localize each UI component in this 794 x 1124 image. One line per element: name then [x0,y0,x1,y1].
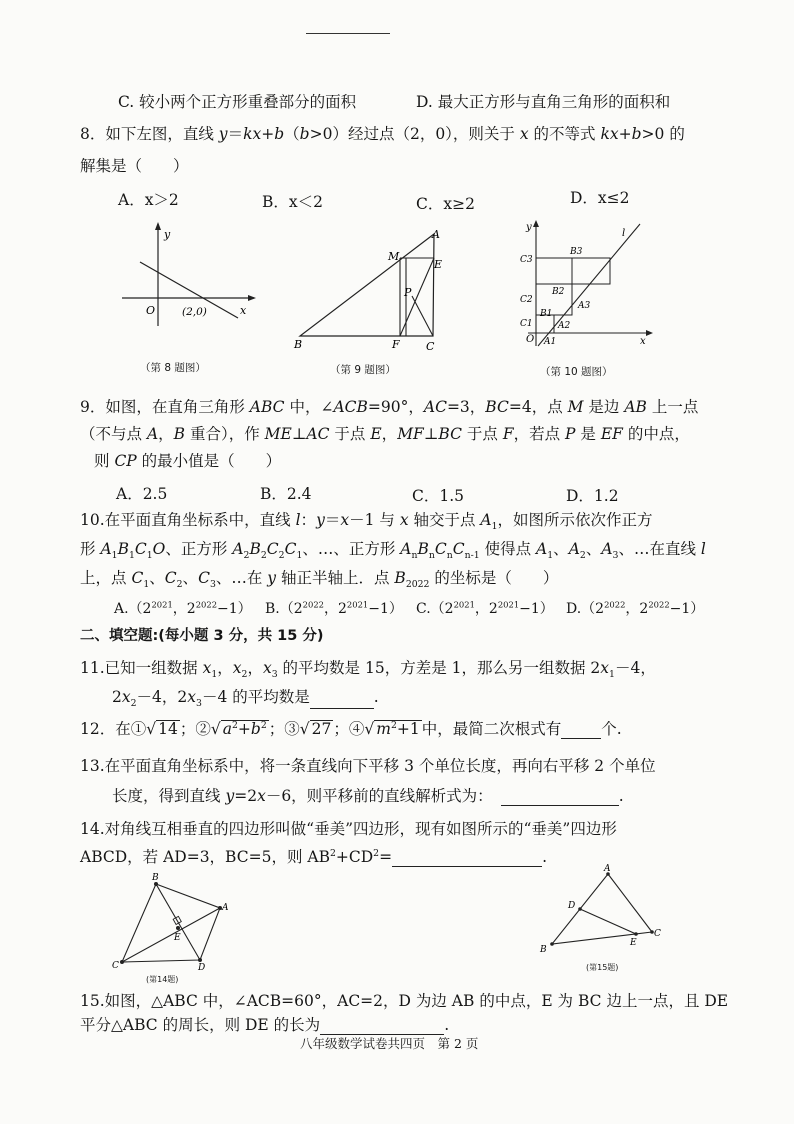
fig8-x-label: x [240,304,247,317]
fig10-label-b3: B3 [570,247,583,257]
fig15-label-d: D [568,901,576,911]
fig10-origin-label: O [526,334,535,345]
q9-option-b: B．2.4 [260,485,312,503]
fig10-label-c3: C3 [520,255,533,265]
fig14-label-e: E [174,933,181,943]
fig10-label-c1: C1 [520,319,533,329]
q13-answer-blank[interactable] [501,788,619,805]
q7-option-c: C. 较小两个正方形重叠部分的面积 [118,93,357,111]
fig15-caption: (第15题) [586,963,619,972]
q9-option-c: C．1.5 [412,487,465,505]
q12-answer-blank[interactable] [561,721,601,738]
q10-option-c: $C.(2^{2021}$，$2^{2021}-1$） [416,599,554,617]
page-footer: 八年级数学试卷共四页 第 2 页 [300,1036,479,1051]
fig10-label-c2: C2 [520,295,533,305]
q13-line-2: 长度，得到直线 y=2x－6，则平移前的直线解析式为： . [112,787,624,805]
fig9-label-b: B [294,338,303,351]
fig10-y-label: y [526,222,532,233]
q10-line-2: 形 $A_1B_1C_1O$、正方形 $A_2B_2C_2C_1$、…、正方形 $A_nB_nC_nC_{n-1}$ 使得点 $A_1$、$A_2$、$A_3$、…在直线 l [80,540,706,562]
fig14-label-b: B [152,873,159,883]
fig10-line-label: l [622,228,626,239]
figure-9 [288,226,453,352]
fig15-label-b: B [540,945,547,954]
q8-line-1: 8．如下左图，直线 y＝kx+b（b>0）经过点（2，0），则关于 x 的不等式 kx+b>0 的 [80,125,685,143]
fig9-label-e: E [434,258,443,271]
q7-option-d: D. 最大正方形与直角三角形的面积和 [416,93,671,111]
header-rule [306,33,390,34]
fig8-y-label: y [164,228,171,241]
fig10-caption: （第 10 题图） [540,366,613,378]
fig9-label-c: C [426,340,435,352]
q14-answer-blank[interactable] [392,849,542,866]
fig10-label-a2: A2 [558,321,571,331]
fig15-label-a: A [604,864,611,874]
fig14-caption: (第14题) [146,975,179,984]
fig8-point-label: (2,0) [182,306,207,318]
q10-line-3: 上，点 $C_1$、$C_2$、$C_3$、…在 y 轴正半轴上．点 $B_{2022}$ 的坐标是（ ） [80,569,559,591]
q8-option-b: B．x＜2 [262,193,323,211]
figure-14 [108,872,238,978]
fig10-label-b1: B1 [540,309,553,319]
fig8-origin-label: O [146,304,156,317]
q8-option-d: D．x≤2 [570,189,630,207]
q11-answer-blank[interactable] [310,692,374,709]
q14-line-2: ABCD，若 AD=3，BC=5，则 $AB^2+CD^2=$ . [80,848,548,867]
figure-15 [536,864,666,954]
figure-8 [118,222,258,330]
fig10-label-a3: A3 [578,301,591,311]
fig14-label-c: C [112,961,119,971]
q10-option-a: $A.(2^{2021}$，$2^{2022}-1$） [114,599,252,617]
q8-option-c: C．x≥2 [416,195,475,213]
q15-answer-blank[interactable] [320,1017,444,1034]
fig9-label-a: A [432,228,440,241]
fig8-caption: （第 8 题图） [140,362,206,374]
q9-option-a: A．2.5 [116,485,168,503]
fig9-label-m: M [388,250,400,263]
q14-line-1: 14.对角线互相垂直的四边形叫做“垂美”四边形，现有如图所示的“垂美”四边形 [80,820,617,838]
q9-option-d: D．1.2 [566,487,619,505]
q13-line-1: 13.在平面直角坐标系中，将一条直线向下平移 3 个单位长度，再向右平移 2 个单位 [80,757,656,775]
q9-line-3: 则 CP 的最小值是（ ） [94,452,282,470]
q8-option-a: A．x＞2 [118,191,179,209]
q10-option-b: $B.(2^{2022}$，$2^{2021}-1$） [265,599,403,617]
q11-line-1: 11.已知一组数据 $x_1$，$x_2$，$x_3$ 的平均数是 15，方差是 1，那么另一组数据 $2x_1-4$， [80,659,656,681]
q8-line-2: 解集是（ ） [80,157,189,175]
figure-10 [508,218,658,350]
fig9-caption: （第 9 题图） [330,364,396,376]
section-2-heading: 二、填空题:(每小题 3 分，共 15 分) [80,628,324,644]
fig15-label-c: C [654,929,661,939]
q10-line-1: 10.在平面直角坐标系中，直线 l：y＝x－1 与 x 轴交于点 $A_1$，如图所示依次作正方 [80,511,653,533]
q9-line-1: 9．如图，在直角三角形 ABC 中，∠ACB=90°，AC=3，BC=4，点 M 是边 AB 上一点 [80,398,699,416]
q9-line-2: （不与点 A，B 重合），作 ME⊥AC 于点 E，MF⊥BC 于点 F，若点 P 是 EF 的中点， [80,425,690,443]
fig14-label-a: A [222,903,229,913]
fig10-label-b2: B2 [552,287,565,297]
q10-option-d: $D.(2^{2022}$，$2^{2022}-1$） [566,599,705,617]
fig10-x-label: x [640,336,646,347]
fig10-label-a1: A1 [544,337,557,347]
fig9-label-p: P [404,286,412,299]
fig14-label-d: D [198,963,206,973]
q11-line-2: $2x_2-4$，$2x_3-4$ 的平均数是 . [112,688,379,710]
q15-line-2: 平分△ABC 的周长，则 DE 的长为 . [80,1016,450,1034]
q15-line-1: 15.如图，△ABC 中，∠ACB=60°，AC=2，D 为边 AB 的中点，E 为 BC 边上一点，且 DE [80,992,729,1010]
fig9-label-f: F [392,338,400,351]
fig15-label-e: E [630,938,637,948]
q12-line: 12．在①√ 14 ；②√ $a^2+b^2$ ；③√ 27 ；④√ $m^2+1$ 中，最简二次根式有 个. [80,720,622,739]
